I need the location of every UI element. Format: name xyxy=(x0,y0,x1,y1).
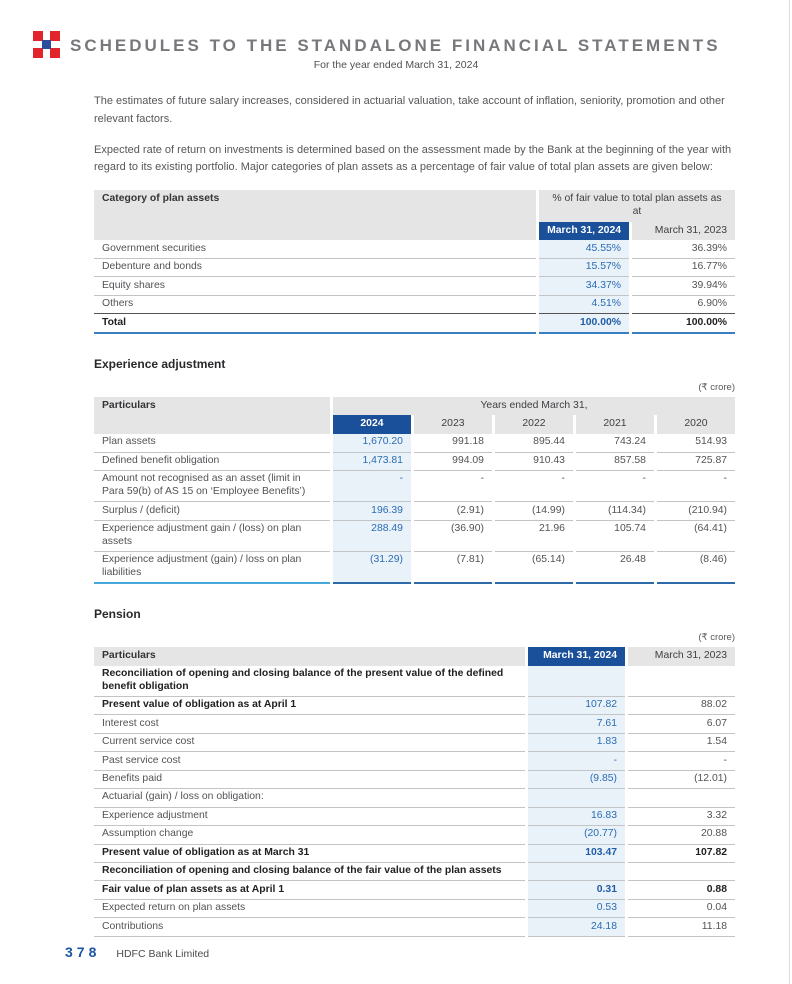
table-row xyxy=(94,752,735,770)
row-label: Present value of obligation as at April 1 xyxy=(94,697,525,715)
column-header-march-2023: March 31, 2023 xyxy=(632,222,735,241)
column-header-2024: 2024 xyxy=(333,415,411,434)
value-2023: 20.88 xyxy=(628,826,735,844)
experience-adjustment-table xyxy=(91,397,738,584)
value-2024: 45.55% xyxy=(539,240,629,258)
value-2023: (2.91) xyxy=(414,502,492,520)
table-section-row xyxy=(94,666,735,697)
row-label: Defined benefit obligation xyxy=(94,453,330,471)
logo-center-square xyxy=(42,40,51,49)
table-header-row xyxy=(94,190,735,221)
value-2023: - xyxy=(628,752,735,770)
table-row xyxy=(94,502,735,520)
row-label: Experience adjustment gain / (loss) on plan assets xyxy=(94,521,330,552)
table-header-row xyxy=(94,647,735,666)
value-2023 xyxy=(628,789,735,807)
value-2023: 994.09 xyxy=(414,453,492,471)
value-2020: (64.41) xyxy=(657,521,735,552)
table-row xyxy=(94,900,735,918)
value-2024: 0.31 xyxy=(528,881,625,899)
value-2024: (20.77) xyxy=(528,826,625,844)
column-header-particulars: Particulars xyxy=(94,397,330,434)
row-label: Past service cost xyxy=(94,752,525,770)
value-2022: 21.96 xyxy=(495,521,573,552)
company-name: HDFC Bank Limited xyxy=(116,948,210,960)
value-2024: 15.57% xyxy=(539,259,629,277)
value-2024: 196.39 xyxy=(333,502,411,520)
value-2023 xyxy=(628,666,735,697)
value-2022: 895.44 xyxy=(495,434,573,452)
value-2023: (12.01) xyxy=(628,771,735,789)
value-2020: 725.87 xyxy=(657,453,735,471)
value-2024: 7.61 xyxy=(528,715,625,733)
column-header-2020: 2020 xyxy=(657,415,735,434)
row-label: Total xyxy=(94,314,536,333)
value-2022: 910.43 xyxy=(495,453,573,471)
row-label: Amount not recognised as an asset (limit in Para 59(b) of AS 15 on ‘Employee Benefits’) xyxy=(94,471,330,502)
value-2024: 288.49 xyxy=(333,521,411,552)
column-group-header: Years ended March 31, xyxy=(333,397,735,416)
row-label: Fair value of plan assets as at April 1 xyxy=(94,881,525,899)
value-2023: - xyxy=(414,471,492,502)
table-row xyxy=(94,434,735,452)
value-2024: - xyxy=(333,471,411,502)
value-2024: 34.37% xyxy=(539,277,629,295)
row-label: Actuarial (gain) / loss on obligation: xyxy=(94,789,525,807)
value-2021: 26.48 xyxy=(576,552,654,584)
value-2021: 857.58 xyxy=(576,453,654,471)
value-2024: 16.83 xyxy=(528,808,625,826)
table-total-row xyxy=(94,314,735,333)
row-label: Benefits paid xyxy=(94,771,525,789)
paragraph-expected-return: Expected rate of return on investments is determined based on the assessment made by the Bank at the beginning of the year with regard to its existing portfolio. Major categories of plan assets as a percentage of fair value of total plan assets are given below: xyxy=(94,143,732,174)
value-2023: 107.82 xyxy=(628,845,735,863)
value-2023: 11.18 xyxy=(628,918,735,936)
value-2024: (9.85) xyxy=(528,771,625,789)
unit-note-rupee-crore: (₹ crore) xyxy=(698,381,735,393)
value-2023: 0.88 xyxy=(628,881,735,899)
row-label: Contributions xyxy=(94,918,525,936)
table-row xyxy=(94,296,735,314)
column-header-2022: 2022 xyxy=(495,415,573,434)
value-2024 xyxy=(528,863,625,881)
masthead xyxy=(0,0,792,56)
page-number: 378 xyxy=(65,944,101,960)
content-column xyxy=(94,93,735,937)
table-row xyxy=(94,918,735,936)
value-2024: 1.83 xyxy=(528,734,625,752)
column-header-march-2024: March 31, 2024 xyxy=(528,647,625,666)
table-row xyxy=(94,771,735,789)
value-2022: (65.14) xyxy=(495,552,573,584)
value-2023: 1.54 xyxy=(628,734,735,752)
row-label: Others xyxy=(94,296,536,314)
value-2021: (114.34) xyxy=(576,502,654,520)
value-2024 xyxy=(528,789,625,807)
value-2023: 100.00% xyxy=(632,314,735,333)
column-header-2021: 2021 xyxy=(576,415,654,434)
value-2024: 1,473.81 xyxy=(333,453,411,471)
value-2023: (36.90) xyxy=(414,521,492,552)
table-row xyxy=(94,734,735,752)
table-row xyxy=(94,471,735,502)
page-title: SCHEDULES TO THE STANDALONE FINANCIAL STATEMENTS xyxy=(70,36,721,55)
table-header-row xyxy=(94,397,735,416)
table-row xyxy=(94,521,735,552)
value-2020: - xyxy=(657,471,735,502)
value-2024: 103.47 xyxy=(528,845,625,863)
value-2023: 16.77% xyxy=(632,259,735,277)
value-2023: 88.02 xyxy=(628,697,735,715)
row-label: Interest cost xyxy=(94,715,525,733)
table-row xyxy=(94,453,735,471)
row-label: Reconciliation of opening and closing balance of the fair value of the plan assets xyxy=(94,863,525,881)
row-label: Current service cost xyxy=(94,734,525,752)
value-2021: - xyxy=(576,471,654,502)
value-2022: - xyxy=(495,471,573,502)
value-2024: 0.53 xyxy=(528,900,625,918)
value-2023: 0.04 xyxy=(628,900,735,918)
column-header-category: Category of plan assets xyxy=(94,190,536,240)
value-2024 xyxy=(528,666,625,697)
row-label: Surplus / (deficit) xyxy=(94,502,330,520)
column-header-particulars: Particulars xyxy=(94,647,525,666)
value-2023: 3.32 xyxy=(628,808,735,826)
value-2020: 514.93 xyxy=(657,434,735,452)
row-label: Experience adjustment xyxy=(94,808,525,826)
row-label: Equity shares xyxy=(94,277,536,295)
table-row xyxy=(94,789,735,807)
value-2020: (8.46) xyxy=(657,552,735,584)
column-header-march-2024: March 31, 2024 xyxy=(539,222,629,241)
table-row xyxy=(94,259,735,277)
row-label: Reconciliation of opening and closing balance of the present value of the defined benefit obligation xyxy=(94,666,525,697)
table-row xyxy=(94,552,735,584)
row-label: Present value of obligation as at March 31 xyxy=(94,845,525,863)
value-2023: (7.81) xyxy=(414,552,492,584)
value-2022: (14.99) xyxy=(495,502,573,520)
row-label: Debenture and bonds xyxy=(94,259,536,277)
column-header-march-2023: March 31, 2023 xyxy=(628,647,735,666)
unit-note-rupee-crore: (₹ crore) xyxy=(698,631,735,643)
page-subtitle: For the year ended March 31, 2024 xyxy=(313,59,479,71)
value-2023: 39.94% xyxy=(632,277,735,295)
table-row xyxy=(94,715,735,733)
paragraph-salary-estimates: The estimates of future salary increases, considered in actuarial valuation, take account of inflation, seniority, promotion and other relevant factors. xyxy=(94,95,725,125)
row-label: Plan assets xyxy=(94,434,330,452)
value-2024: - xyxy=(528,752,625,770)
value-2024: (31.29) xyxy=(333,552,411,584)
page-footer xyxy=(65,944,209,960)
table-row xyxy=(94,277,735,295)
row-label: Expected return on plan assets xyxy=(94,900,525,918)
table-row xyxy=(94,826,735,844)
value-2023: 6.07 xyxy=(628,715,735,733)
table-row xyxy=(94,845,735,863)
section-heading-experience-adjustment: Experience adjustment xyxy=(94,356,226,371)
value-2024: 24.18 xyxy=(528,918,625,936)
value-2024: 1,670.20 xyxy=(333,434,411,452)
value-2023 xyxy=(628,863,735,881)
hdfc-bank-logo-icon xyxy=(33,31,60,58)
value-2024: 100.00% xyxy=(539,314,629,333)
pension-table xyxy=(91,647,738,937)
section-heading-pension: Pension xyxy=(94,606,141,621)
value-2021: 743.24 xyxy=(576,434,654,452)
column-header-2023: 2023 xyxy=(414,415,492,434)
value-2021: 105.74 xyxy=(576,521,654,552)
value-2023: 36.39% xyxy=(632,240,735,258)
row-label: Experience adjustment (gain) / loss on plan liabilities xyxy=(94,552,330,584)
plan-assets-table xyxy=(91,190,738,333)
column-group-header: % of fair value to total plan assets as at xyxy=(539,190,735,221)
value-2024: 107.82 xyxy=(528,697,625,715)
value-2023: 6.90% xyxy=(632,296,735,314)
table-row xyxy=(94,881,735,899)
value-2020: (210.94) xyxy=(657,502,735,520)
value-2024: 4.51% xyxy=(539,296,629,314)
table-section-row xyxy=(94,863,735,881)
table-row xyxy=(94,808,735,826)
table-row xyxy=(94,240,735,258)
row-label: Government securities xyxy=(94,240,536,258)
row-label: Assumption change xyxy=(94,826,525,844)
table-row xyxy=(94,697,735,715)
value-2023: 991.18 xyxy=(414,434,492,452)
